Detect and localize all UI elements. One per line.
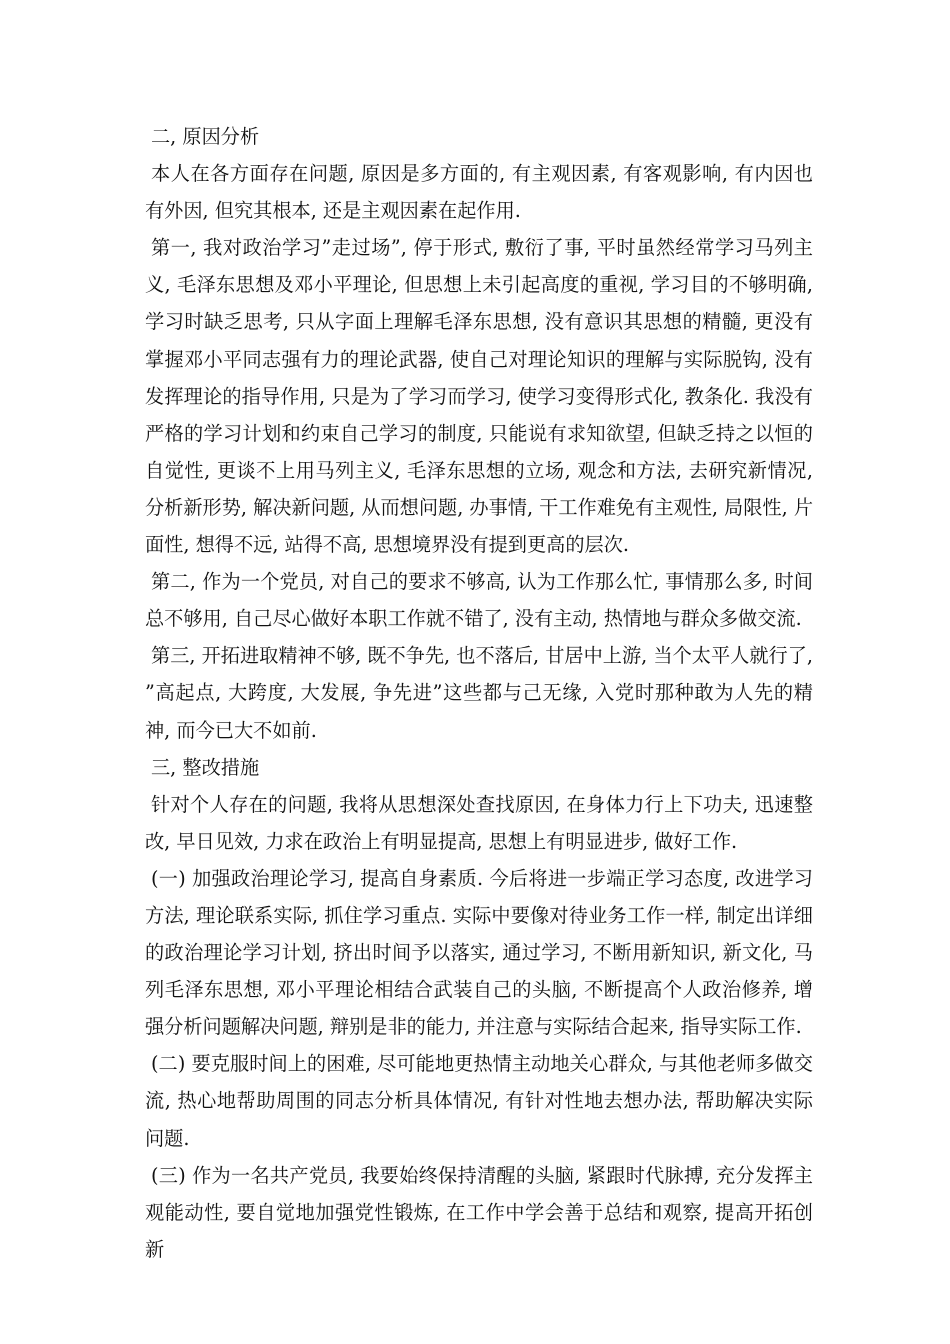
section-heading-cause-analysis: 二, 原因分析	[151, 125, 260, 148]
paragraph-cause-third: 第三, 开拓进取精神不够, 既不争先, 也不落后, 甘居中上游, 当个太平人就行了, ”高起点, 大跨度, 大发展, 争先进”这些都与己无缘, 入党时那种敢为人先的精神, 而今已大不如前.	[145, 644, 813, 742]
paragraph-cause-intro: 本人在各方面存在问题, 原因是多方面的, 有主观因素, 有客观影响, 有内因也有外因, 但究其根本, 还是主观因素在起作用.	[145, 162, 813, 223]
paragraph-rectification-item-3: (三) 作为一名共产党员, 我要始终保持清醒的头脑, 紧跟时代脉搏, 充分发挥主观能动性, 要自觉地加强党性锻炼, 在工作中学会善于总结和观察, 提高开拓创新	[145, 1163, 813, 1261]
section-heading-rectification: 三, 整改措施	[151, 755, 260, 779]
document-page	[145, 118, 813, 1268]
paragraph-cause-second: 第二, 作为一个党员, 对自己的要求不够高, 认为工作那么忙, 事情那么多, 时间总不够用, 自己尽心做好本职工作就不错了, 没有主动, 热情地与群众多做交流.	[145, 570, 813, 631]
paragraph-rectification-intro: 针对个人存在的问题, 我将从思想深处查找原因, 在身体力行上下功夫, 迅速整改, 早日见效, 力求在政治上有明显提高, 思想上有明显进步, 做好工作.	[145, 792, 813, 853]
paragraph-cause-first: 第一, 我对政治学习”走过场”, 停于形式, 敷衍了事, 平时虽然经常学习马列主义, 毛泽东思想及邓小平理论, 但思想上未引起高度的重视, 学习目的不够明确, 学习时缺乏思考, 只从字面上理解毛泽东思想, 没有意识其思想的精髓, 更没有掌握邓小平同志强有力的理论武器, 使自己对理论知识的理解与实际脱钩, 没有发挥理论的指导作用, 只是为了学习而学习, 使学习变得形式化, 教条化. 我没有严格的学习计划和约束自己学习的制度, 只能说有求知欲望, 但缺乏持之以恒的自觉性, 更谈不上用马列主义, 毛泽东思想的立场, 观念和方法, 去研究新情况, 分析新形势, 解决新问题, 从而想问题, 办事情, 干工作难免有主观性, 局限性, 片面性, 想得不远, 站得不高, 思想境界没有提到更高的层次.	[145, 236, 814, 557]
paragraph-rectification-item-2: (二) 要克服时间上的困难, 尽可能地更热情主动地关心群众, 与其他老师多做交流, 热心地帮助周围的同志分析具体情况, 有针对性地去想办法, 帮助解决实际问题.	[145, 1052, 813, 1150]
paragraph-rectification-item-1: (一) 加强政治理论学习, 提高自身素质. 今后将进一步端正学习态度, 改进学习方法, 理论联系实际, 抓住学习重点. 实际中要像对待业务工作一样, 制定出详细的政治理论学习计划, 挤出时间予以落实, 通过学习, 不断用新知识, 新文化, 马列毛泽东思想, 邓小平理论相结合武装自己的头脑, 不断提高个人政治修养, 增强分析问题解决问题, 辩别是非的能力, 并注意与实际结合起来, 指导实际工作.	[145, 866, 813, 1039]
